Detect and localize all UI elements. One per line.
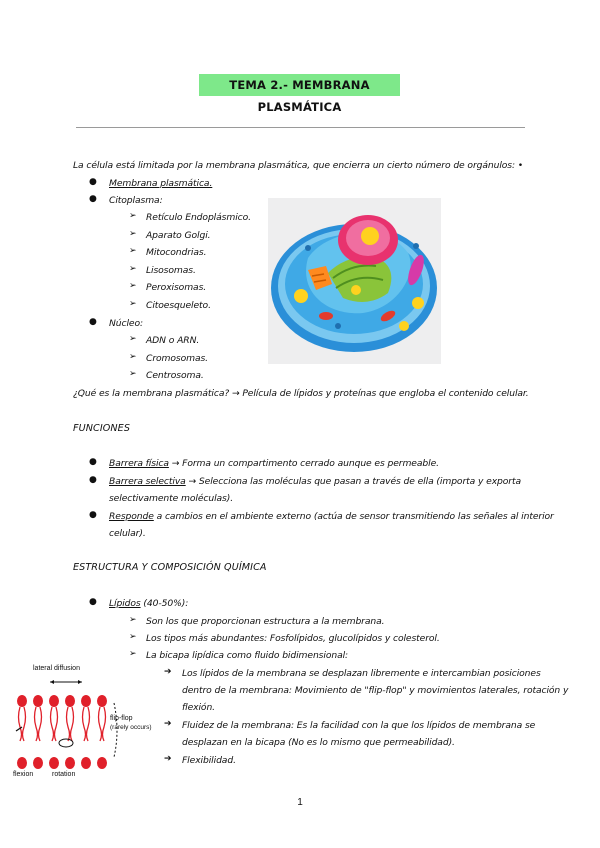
label-flip-flop: flip-flop xyxy=(110,715,133,722)
lipid-bilayer-diagram xyxy=(10,665,160,783)
lipid-tail xyxy=(99,707,106,741)
item-membrana: Membrana plasmática. xyxy=(109,178,213,189)
funcion-3: Responde a cambios en el ambiente externo (actúa de sensor transmitiendo las señales al interior xyxy=(109,511,554,522)
arrow-bullet-icon: ➢ xyxy=(129,632,137,642)
bullet-icon: ● xyxy=(89,194,97,204)
bullet-icon: ● xyxy=(89,510,97,520)
lipid-head-top xyxy=(97,695,107,707)
lipid-head-bottom xyxy=(33,757,43,769)
organelle-item: Peroxisomas. xyxy=(146,282,207,294)
funcion-1: Barrera física → Forma un compartimento cerrado aunque es permeable. xyxy=(109,458,439,469)
lipid-head-bottom xyxy=(49,757,59,769)
arrow-bullet-icon: ➢ xyxy=(129,615,137,625)
arrow-bullet-icon: ➢ xyxy=(129,246,137,257)
funcion-3-cont: celular). xyxy=(109,528,146,539)
bullet-icon: ● xyxy=(89,177,97,187)
arrow-bullet-icon: ➢ xyxy=(129,228,137,239)
organelle-item: ADN o ARN. xyxy=(146,335,200,346)
lipid-head-bottom xyxy=(17,757,27,769)
lipidos-item: Son los que proporcionan estructura a la membrana. xyxy=(146,616,385,627)
arrow-right-icon: ➔ xyxy=(164,754,172,764)
cell-illustration xyxy=(268,198,441,364)
arrow-bullet-icon: ➢ xyxy=(129,299,137,309)
bicapa-item-1-cont: dentro de la membrana: Movimiento de "flip-flop" y movimientos laterales, rotación y xyxy=(182,685,569,696)
arrow-right-icon: ➔ xyxy=(164,719,172,729)
lipid-head-top xyxy=(33,695,43,707)
organelle-item: Citoesqueleto. xyxy=(146,300,211,311)
lipid-head-bottom xyxy=(65,757,75,769)
section-heading-estructura: ESTRUCTURA Y COMPOSICIÓN QUÍMICA xyxy=(73,562,267,573)
organelle-item: Mitocondrias. xyxy=(146,247,207,259)
lipid-head-top xyxy=(17,695,27,707)
arrow-bullet-icon: ➢ xyxy=(129,334,137,344)
bicapa-item-2-cont: desplazan en la bicapa (No es lo mismo que permeabilidad). xyxy=(182,737,455,748)
funcion-2: Barrera selectiva → Selecciona las moléculas que pasan a través de ella (importa y exporta xyxy=(109,476,521,487)
item-citoplasma: Citoplasma: xyxy=(109,195,163,206)
funcion-2-cont: selectivamente moléculas). xyxy=(109,493,234,504)
lipid-head-top xyxy=(65,695,75,707)
divider xyxy=(76,127,525,128)
bicapa-item-2: Fluidez de la membrana: Es la facilidad con la que los lípidos de membrana se xyxy=(182,720,536,731)
question-text: ¿Qué es la membrana plasmática? → Película de lípidos y proteínas que engloba el contenido celular. xyxy=(73,388,529,399)
bullet-icon: ● xyxy=(89,317,97,327)
lipid-tail xyxy=(35,707,42,741)
bullet-icon: ● xyxy=(89,475,97,485)
bicapa-item-1-cont: flexión. xyxy=(182,702,215,713)
label-lateral-diffusion: lateral diffusion xyxy=(33,665,80,672)
item-lipidos: Lípidos (40-50%): xyxy=(109,598,189,609)
animal-cell-icon xyxy=(268,198,441,364)
lipid-tail xyxy=(83,707,90,741)
page-number: 1 xyxy=(297,797,303,808)
lipid-tail xyxy=(67,707,74,741)
bullet-icon: ● xyxy=(89,597,97,607)
label-rarely-occurs: (rarely occurs) xyxy=(110,724,152,731)
arrow-bullet-icon: ➢ xyxy=(129,211,137,221)
title-highlight xyxy=(199,74,400,114)
arrow-right-icon: ➔ xyxy=(164,667,172,677)
lipid-head-bottom xyxy=(97,757,107,769)
label-rotation: rotation xyxy=(52,771,76,778)
page-title: TEMA 2.- MEMBRANA PLASMÁTICA xyxy=(229,78,370,114)
organelle-item: Cromosomas. xyxy=(146,352,208,364)
arrow-bullet-icon: ➢ xyxy=(129,369,137,380)
rotation-loop xyxy=(59,739,73,747)
lipidos-item: La bicapa lipídica como fluido bidimensional: xyxy=(146,650,349,661)
arrow-bullet-icon: ➢ xyxy=(129,649,137,659)
organelle-item: Centrosoma. xyxy=(146,370,204,382)
label-flexion: flexion xyxy=(13,771,34,778)
organelle-item: Aparato Golgi. xyxy=(146,229,211,241)
intro-text: La célula está limitada por la membrana plasmática, que encierra un cierto número de orgánulos: • xyxy=(73,160,524,171)
lipid-tail xyxy=(51,707,58,741)
arrow-bullet-icon: ➢ xyxy=(129,263,137,274)
bicapa-item-1: Los lípidos de la membrana se desplazan libremente e intercambian posiciones xyxy=(182,668,541,679)
lipid-head-top xyxy=(49,695,59,707)
lipid-head-bottom xyxy=(81,757,91,769)
lipid-head-top xyxy=(81,695,91,707)
lipidos-item: Los tipos más abundantes: Fosfolípidos, glucolípidos y colesterol. xyxy=(146,633,440,644)
arrow-bullet-icon: ➢ xyxy=(129,281,137,292)
arrow-bullet-icon: ➢ xyxy=(129,351,137,362)
bullet-icon: ● xyxy=(89,457,97,467)
section-heading-funciones: FUNCIONES xyxy=(73,423,131,434)
item-nucleo: Núcleo: xyxy=(109,318,143,329)
bicapa-item-3: Flexibilidad. xyxy=(182,755,236,766)
lipid-tail xyxy=(19,707,26,741)
organelle-item: Lisosomas. xyxy=(146,264,196,276)
organelle-item: Retículo Endoplásmico. xyxy=(146,212,251,223)
